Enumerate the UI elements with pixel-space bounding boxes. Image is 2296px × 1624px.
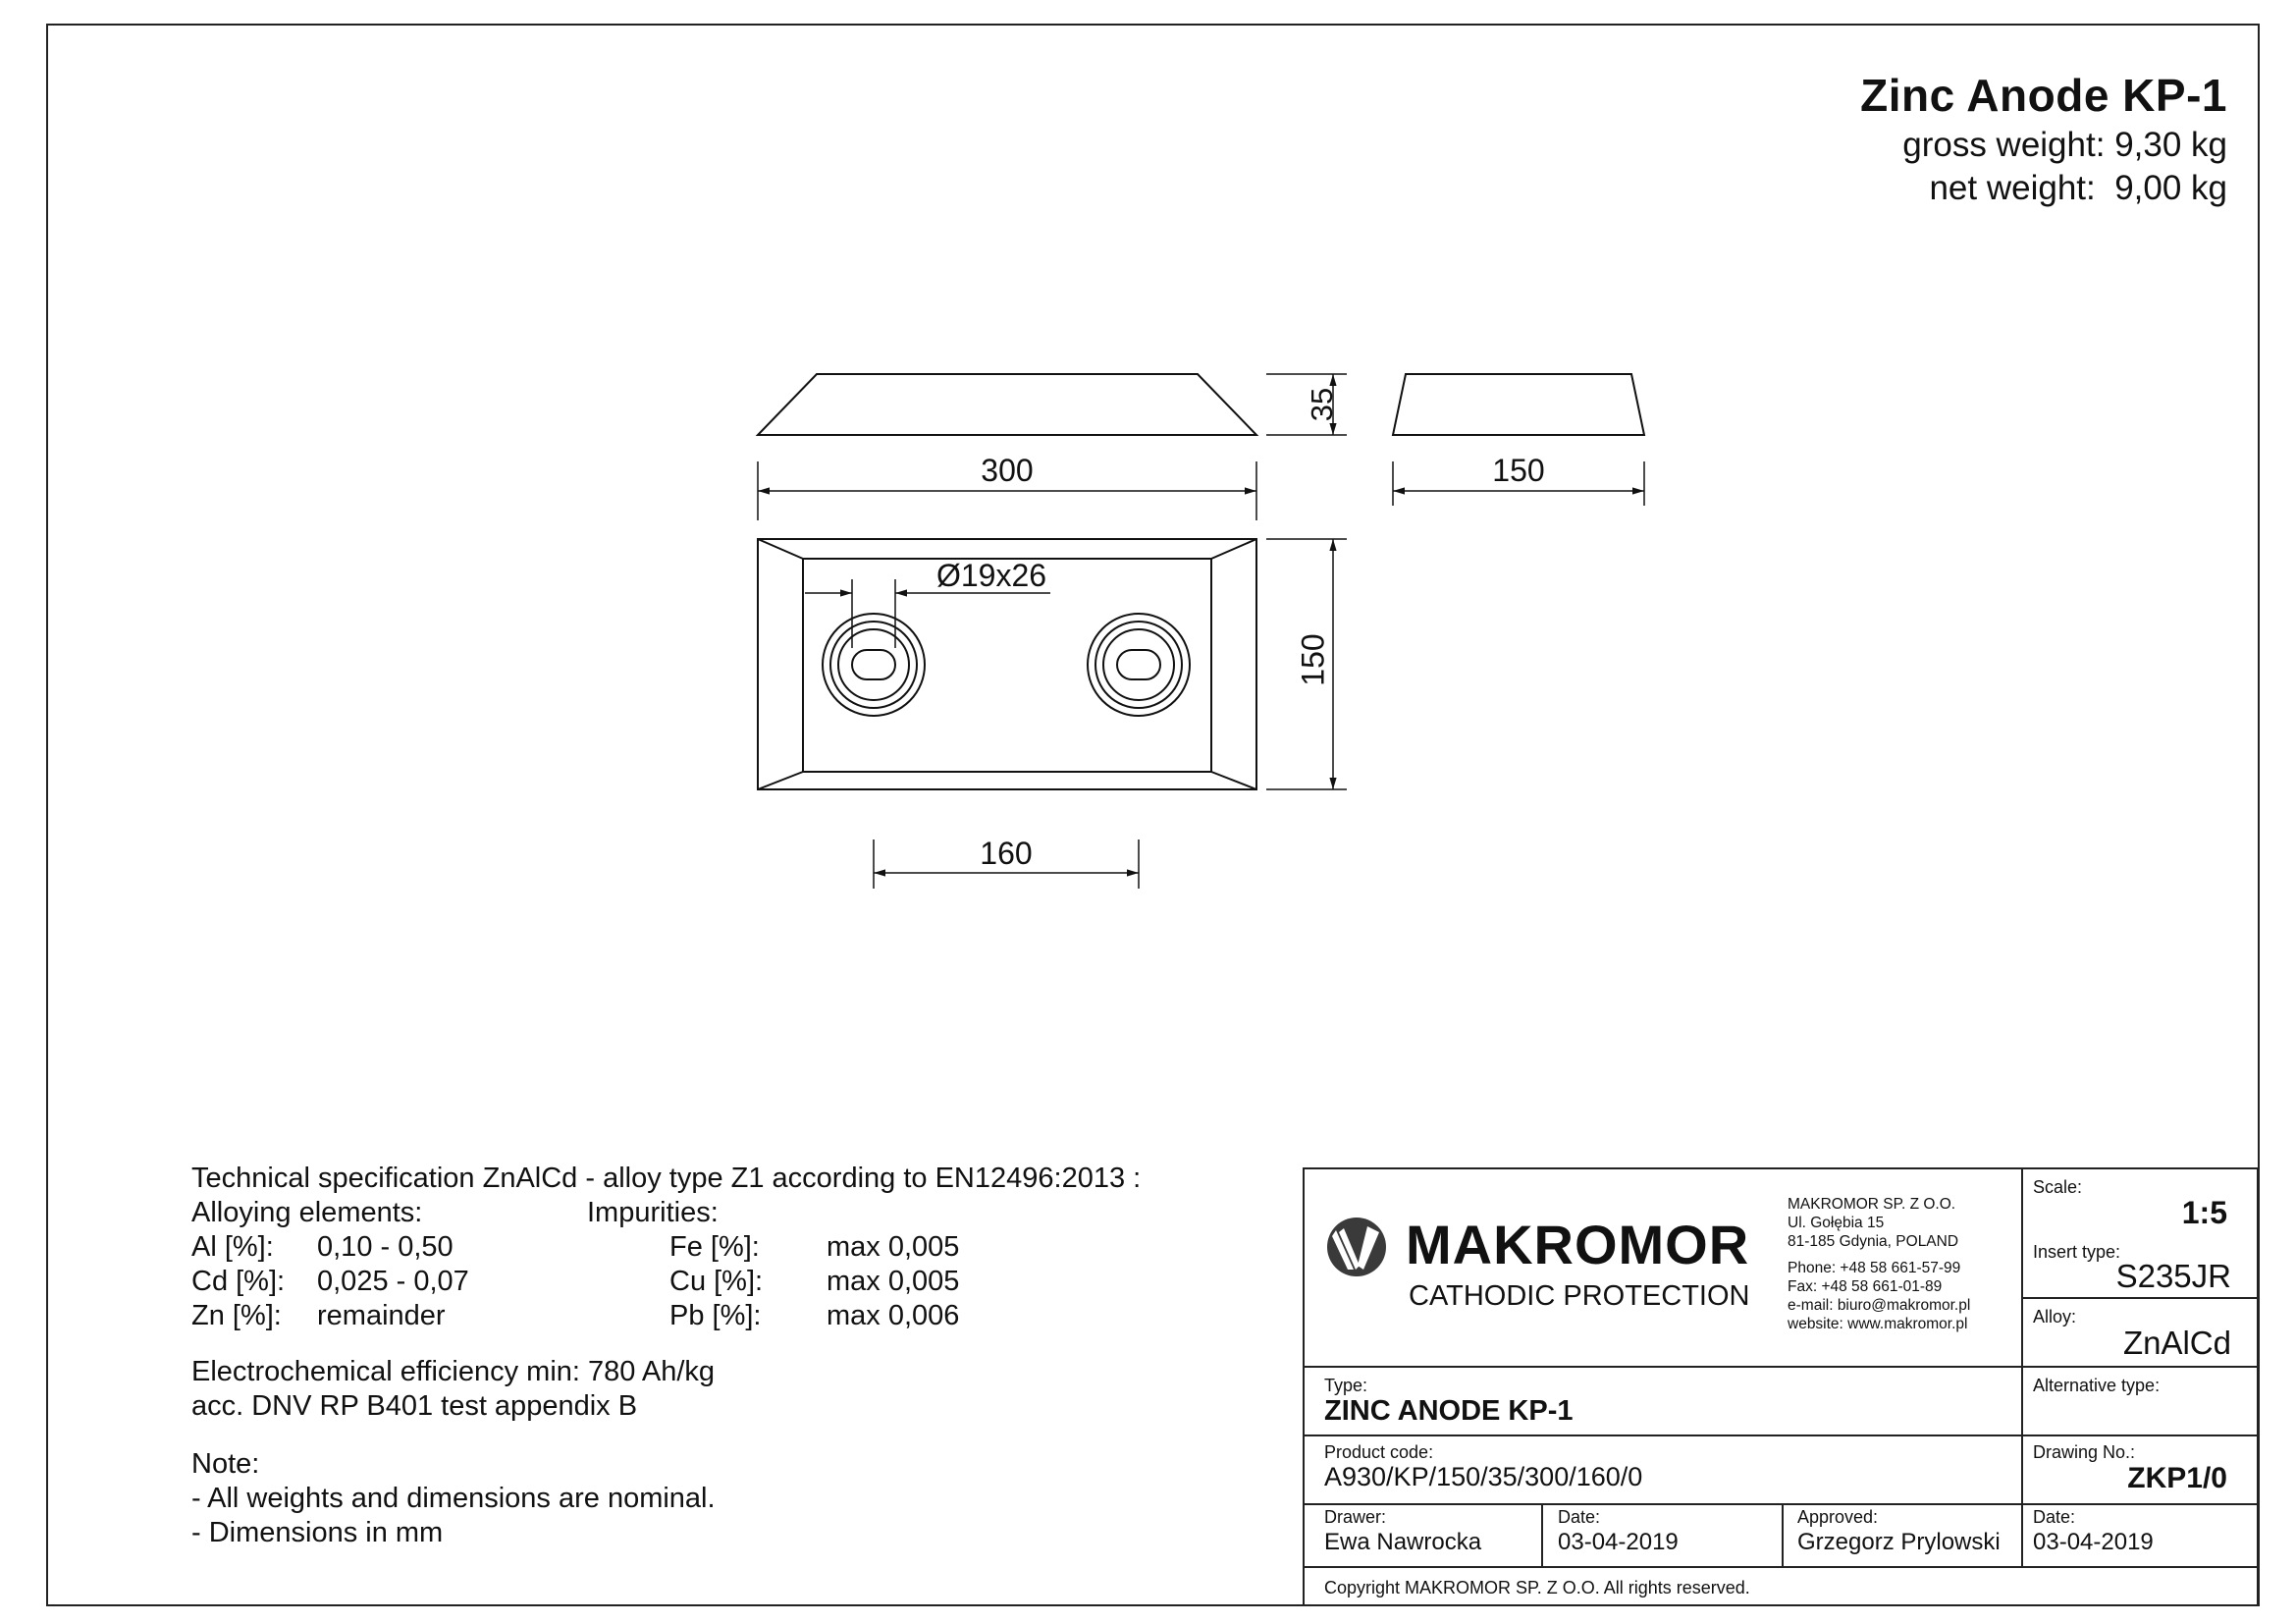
impurity-element: Cu [%]: <box>669 1266 764 1297</box>
alloy-element: Zn [%]: <box>191 1300 282 1331</box>
dim-hole-label: Ø19x26 <box>935 558 1047 593</box>
dim-spacing-label: 160 <box>980 836 1033 871</box>
type-label: Type: <box>1324 1376 1368 1395</box>
alloy-label: Alloy: <box>2033 1307 2077 1326</box>
date-label: Date: <box>1558 1507 1601 1527</box>
company-address: MAKROMOR SP. Z O.O. Ul. Gołębia 15 81-185 Gdynia, POLAND Phone: +48 58 661-57-99 Fax: +48 58 661-01-89 e-mail: biuro@makromor.pl website: www.makromor.pl <box>1788 1196 1971 1332</box>
dim-plan-width-label: 150 <box>1295 633 1331 686</box>
drawing-title: Zinc Anode KP-1 <box>1860 70 2227 121</box>
test-reference: acc. DNV RP B401 test appendix B <box>191 1390 638 1422</box>
gross-weight: gross weight: 9,30 kg <box>1902 126 2227 164</box>
date-label: Date: <box>2033 1507 2076 1527</box>
copyright-notice: Copyright MAKROMOR SP. Z O.O. All rights reserved. <box>1324 1578 1750 1597</box>
insert-type-value: S235JR <box>2115 1258 2231 1294</box>
drawing-no-label: Drawing No.: <box>2033 1442 2136 1462</box>
type-value: ZINC ANODE KP-1 <box>1324 1395 1574 1427</box>
side-view <box>1393 374 1644 435</box>
alternative-type-label: Alternative type: <box>2033 1376 2161 1395</box>
drawing-no-value: ZKP1/0 <box>2127 1462 2227 1494</box>
product-code-value: A930/KP/150/35/300/160/0 <box>1324 1462 1643 1491</box>
impurity-value: max 0,005 <box>827 1231 960 1263</box>
impurity-value: max 0,006 <box>827 1300 960 1331</box>
front-view <box>758 374 1256 435</box>
approved-label: Approved: <box>1797 1507 1879 1527</box>
efficiency-line: Electrochemical efficiency min: 780 Ah/kg <box>191 1356 716 1387</box>
impurity-element: Fe [%]: <box>669 1231 760 1263</box>
alloying-label: Alloying elements: <box>191 1197 423 1228</box>
date-value: 03-04-2019 <box>1558 1529 1679 1555</box>
drawer-value: Ewa Nawrocka <box>1324 1529 1482 1555</box>
alloy-value: 0,025 - 0,07 <box>317 1266 469 1297</box>
impurity-element: Pb [%]: <box>669 1300 762 1331</box>
approved-value: Grzegorz Prylowski <box>1797 1529 2001 1555</box>
note-item: - Dimensions in mm <box>191 1517 444 1548</box>
product-code-label: Product code: <box>1324 1442 1434 1462</box>
date-value: 03-04-2019 <box>2033 1529 2154 1555</box>
company-logo-text: MAKROMOR <box>1406 1214 1750 1275</box>
impurity-value: max 0,005 <box>827 1266 960 1297</box>
alloy-element: Cd [%]: <box>191 1266 286 1297</box>
company-tagline: CATHODIC PROTECTION <box>1409 1280 1750 1312</box>
title-block-table <box>1303 1167 2259 1606</box>
drawer-label: Drawer: <box>1324 1507 1387 1527</box>
alloy-value: remainder <box>317 1300 446 1331</box>
note-item: - All weights and dimensions are nominal. <box>191 1483 716 1514</box>
insert-type-label: Insert type: <box>2033 1242 2121 1262</box>
scale-value: 1:5 <box>2181 1195 2227 1230</box>
alloy-element: Al [%]: <box>191 1231 274 1263</box>
impurities-label: Impurities: <box>587 1197 719 1228</box>
dim-length-label: 300 <box>981 453 1034 488</box>
net-weight: net weight: 9,00 kg <box>1929 169 2227 207</box>
makromor-logo-icon <box>1324 1215 1389 1279</box>
note-heading: Note: <box>191 1448 260 1480</box>
spec-heading: Technical specification ZnAlCd - alloy type Z1 according to EN12496:2013 : <box>191 1163 1142 1194</box>
alloy-value: ZnAlCd <box>2122 1325 2231 1361</box>
scale-label: Scale: <box>2033 1177 2083 1197</box>
dim-height-label: 35 <box>1305 387 1340 422</box>
dim-side-width-label: 150 <box>1492 453 1545 488</box>
alloy-value: 0,10 - 0,50 <box>317 1231 454 1263</box>
